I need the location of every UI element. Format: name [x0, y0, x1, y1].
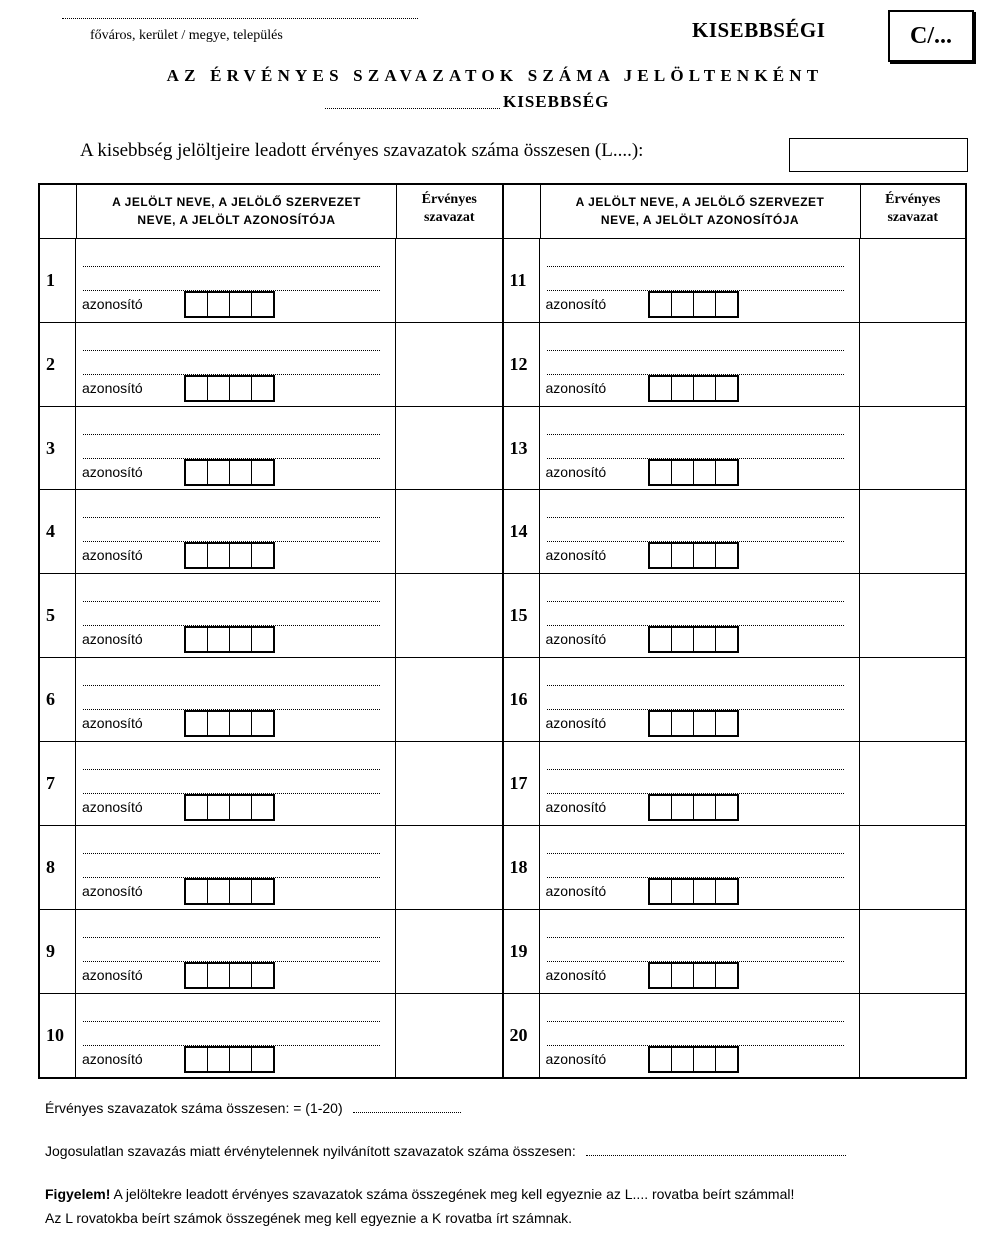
warning-line-1 — [45, 1186, 794, 1202]
id-digit-boxes — [184, 1046, 275, 1073]
table-row — [40, 407, 502, 491]
id-label: azonosító — [82, 883, 143, 900]
id-label: azonosító — [82, 799, 143, 816]
id-digit-box[interactable] — [208, 1048, 230, 1071]
id-digit-box[interactable] — [186, 712, 208, 735]
valid-votes-input[interactable] — [396, 742, 502, 825]
id-digit-box[interactable] — [230, 964, 252, 987]
candidate-table-right — [502, 185, 966, 1077]
row-number: 19 — [504, 910, 540, 993]
id-digit-boxes — [184, 459, 275, 486]
valid-votes-input[interactable] — [396, 490, 502, 573]
id-digit-boxes — [648, 962, 739, 989]
table-row — [504, 574, 966, 658]
id-digit-box[interactable] — [208, 712, 230, 735]
minority-fill-line[interactable] — [325, 108, 500, 109]
id-digit-box[interactable] — [694, 796, 716, 819]
header-name-cell — [541, 185, 861, 238]
candidate-name-fill[interactable] — [83, 1021, 380, 1022]
id-digit-box[interactable] — [186, 544, 208, 567]
id-digit-box[interactable] — [230, 880, 252, 903]
id-digit-box[interactable] — [716, 377, 737, 400]
id-digit-box[interactable] — [252, 377, 273, 400]
id-digit-box[interactable] — [186, 377, 208, 400]
id-digit-box[interactable] — [716, 712, 737, 735]
id-digit-box[interactable] — [716, 796, 737, 819]
id-digit-box[interactable] — [650, 964, 672, 987]
candidate-name-fill[interactable] — [83, 853, 380, 854]
table-header-row — [504, 185, 966, 239]
table-row — [40, 574, 502, 658]
id-digit-box[interactable] — [672, 461, 694, 484]
id-digit-boxes — [184, 710, 275, 737]
id-label: azonosító — [545, 967, 607, 984]
candidate-name-fill[interactable] — [547, 266, 844, 267]
id-digit-boxes — [648, 291, 739, 318]
id-digit-box[interactable] — [186, 1048, 208, 1071]
table-row — [40, 239, 502, 323]
table-row — [40, 323, 502, 407]
id-digit-boxes — [184, 962, 275, 989]
table-row — [504, 994, 966, 1077]
row-number: 14 — [504, 490, 540, 573]
id-digit-box[interactable] — [694, 1048, 716, 1071]
id-digit-box[interactable] — [650, 628, 672, 651]
valid-votes-input[interactable] — [860, 323, 966, 406]
candidate-name-fill[interactable] — [547, 937, 844, 938]
table-row — [40, 490, 502, 574]
invalid-total-line — [45, 1143, 846, 1159]
candidate-name-cell — [540, 239, 860, 322]
id-digit-boxes — [184, 626, 275, 653]
id-digit-box[interactable] — [694, 293, 716, 316]
id-digit-box[interactable] — [650, 293, 672, 316]
candidate-name-fill[interactable] — [547, 853, 844, 854]
id-digit-box[interactable] — [694, 712, 716, 735]
candidate-name-cell — [76, 490, 396, 573]
row-number: 4 — [40, 490, 76, 573]
minority-label: KISEBBSÉG — [503, 92, 610, 111]
id-label: azonosító — [82, 631, 143, 648]
id-digit-box[interactable] — [252, 461, 273, 484]
id-digit-box[interactable] — [650, 1048, 672, 1071]
candidate-name-cell — [540, 323, 860, 406]
id-digit-box[interactable] — [650, 796, 672, 819]
valid-votes-input[interactable] — [860, 994, 966, 1077]
total-votes-label: A kisebbség jelöltjeire leadott érvényes szavazatok száma összesen (L....): — [80, 140, 644, 161]
valid-votes-input[interactable] — [396, 658, 502, 741]
id-label: azonosító — [545, 463, 607, 480]
id-digit-box[interactable] — [230, 377, 252, 400]
total-votes-input[interactable] — [789, 138, 968, 172]
id-digit-box[interactable] — [716, 1048, 737, 1071]
id-label: azonosító — [545, 1051, 607, 1067]
warning-heading: Figyelem! — [45, 1186, 111, 1202]
row-number: 12 — [504, 323, 540, 406]
row-number: 9 — [40, 910, 76, 993]
table-row — [40, 658, 502, 742]
row-number: 16 — [504, 658, 540, 741]
invalid-total-fill[interactable] — [586, 1145, 846, 1156]
id-digit-box[interactable] — [252, 544, 273, 567]
row-number: 20 — [504, 994, 540, 1077]
id-digit-box[interactable] — [252, 712, 273, 735]
id-label: azonosító — [545, 379, 607, 396]
id-digit-box[interactable] — [672, 628, 694, 651]
id-digit-box[interactable] — [650, 461, 672, 484]
id-digit-box[interactable] — [208, 880, 230, 903]
id-digit-box[interactable] — [208, 461, 230, 484]
candidate-name-fill[interactable] — [547, 350, 844, 351]
id-label: azonosító — [82, 547, 143, 564]
id-digit-boxes — [184, 878, 275, 905]
candidate-name-cell — [540, 826, 860, 909]
table-row — [504, 239, 966, 323]
id-digit-box[interactable] — [186, 880, 208, 903]
id-digit-box[interactable] — [230, 461, 252, 484]
id-digit-box[interactable] — [672, 293, 694, 316]
id-digit-boxes — [648, 878, 739, 905]
row-number: 13 — [504, 407, 540, 490]
valid-total-label: Érvényes szavazatok száma összesen: = (1-20) — [45, 1100, 343, 1116]
header-votes-line-2: szavazat — [423, 210, 475, 225]
id-label: azonosító — [82, 379, 143, 396]
table-row — [504, 323, 966, 407]
id-digit-box[interactable] — [230, 628, 252, 651]
valid-votes-input[interactable] — [396, 994, 502, 1077]
id-label: azonosító — [545, 715, 607, 732]
id-digit-box[interactable] — [694, 461, 716, 484]
candidate-name-fill[interactable] — [547, 685, 844, 686]
row-number: 5 — [40, 574, 76, 657]
table-row — [504, 826, 966, 910]
id-label: azonosító — [82, 715, 143, 732]
location-caption: főváros, kerület / megye, település — [90, 28, 283, 43]
id-digit-boxes — [648, 542, 739, 569]
valid-votes-input[interactable] — [860, 490, 966, 573]
header-votes-line-2: szavazat — [887, 210, 939, 225]
id-digit-boxes — [648, 626, 739, 653]
candidate-name-fill[interactable] — [83, 601, 380, 602]
id-digit-boxes — [648, 710, 739, 737]
id-digit-box[interactable] — [252, 1048, 273, 1071]
row-number: 17 — [504, 742, 540, 825]
valid-votes-input[interactable] — [860, 407, 966, 490]
valid-votes-input[interactable] — [860, 574, 966, 657]
id-digit-box[interactable] — [672, 796, 694, 819]
valid-votes-input[interactable] — [860, 910, 966, 993]
table-row — [504, 658, 966, 742]
header-votes-line-1: Érvényes — [421, 192, 477, 207]
id-digit-box[interactable] — [186, 293, 208, 316]
candidate-name-cell — [540, 994, 860, 1077]
id-digit-box[interactable] — [672, 964, 694, 987]
id-label: azonosító — [82, 1051, 143, 1067]
valid-votes-input[interactable] — [860, 658, 966, 741]
id-label: azonosító — [545, 631, 607, 648]
row-number: 2 — [40, 323, 76, 406]
valid-votes-input[interactable] — [396, 910, 502, 993]
id-digit-box[interactable] — [252, 796, 273, 819]
header-name-line-1: A JELÖLT NEVE, A JELÖLŐ SZERVEZET — [575, 195, 825, 209]
id-digit-box[interactable] — [208, 293, 230, 316]
id-digit-boxes — [184, 375, 275, 402]
id-digit-box[interactable] — [208, 964, 230, 987]
row-number: 11 — [504, 239, 540, 322]
form-type-label: KISEBBSÉGI — [692, 18, 826, 42]
id-digit-box[interactable] — [208, 544, 230, 567]
valid-votes-input[interactable] — [860, 826, 966, 909]
valid-votes-input[interactable] — [860, 239, 966, 322]
table-row — [504, 910, 966, 994]
id-digit-box[interactable] — [252, 964, 273, 987]
candidate-name-fill[interactable] — [83, 266, 380, 267]
candidate-name-cell — [76, 994, 396, 1077]
invalid-total-label: Jogosulatlan szavazás miatt érvénytelennek nyilvánított szavazatok száma összesen: — [45, 1143, 576, 1159]
valid-votes-input[interactable] — [396, 239, 502, 322]
id-digit-box[interactable] — [186, 628, 208, 651]
table-row — [504, 490, 966, 574]
id-digit-box[interactable] — [252, 293, 273, 316]
id-digit-boxes — [184, 291, 275, 318]
id-digit-box[interactable] — [230, 544, 252, 567]
id-digit-box[interactable] — [186, 964, 208, 987]
row-number: 6 — [40, 658, 76, 741]
id-digit-box[interactable] — [716, 880, 737, 903]
candidate-name-fill[interactable] — [547, 1021, 844, 1022]
valid-votes-input[interactable] — [396, 826, 502, 909]
id-label: azonosító — [545, 547, 607, 564]
candidate-name-cell — [540, 658, 860, 741]
id-digit-box[interactable] — [694, 377, 716, 400]
candidate-name-cell — [540, 407, 860, 490]
header-name-cell — [77, 185, 397, 238]
id-digit-box[interactable] — [230, 796, 252, 819]
id-digit-box[interactable] — [716, 964, 737, 987]
table-row — [40, 994, 502, 1077]
id-digit-box[interactable] — [208, 628, 230, 651]
candidate-name-fill[interactable] — [83, 685, 380, 686]
id-digit-box[interactable] — [694, 628, 716, 651]
header-votes-cell — [397, 185, 502, 238]
row-number: 18 — [504, 826, 540, 909]
id-digit-box[interactable] — [650, 880, 672, 903]
id-digit-box[interactable] — [650, 712, 672, 735]
id-digit-box[interactable] — [252, 628, 273, 651]
location-fill-line[interactable] — [62, 18, 418, 19]
id-digit-box[interactable] — [650, 377, 672, 400]
header-votes-line-1: Érvényes — [885, 192, 941, 207]
id-digit-boxes — [648, 459, 739, 486]
candidate-name-fill[interactable] — [547, 517, 844, 518]
candidate-name-fill[interactable] — [83, 937, 380, 938]
table-row — [40, 826, 502, 910]
candidate-name-cell — [76, 826, 396, 909]
id-digit-box[interactable] — [208, 796, 230, 819]
form-code-box: C/... — [888, 10, 974, 62]
candidate-table — [38, 183, 967, 1079]
candidate-name-cell — [76, 239, 396, 322]
id-digit-boxes — [184, 542, 275, 569]
header-name-line-1: A JELÖLT NEVE, A JELÖLŐ SZERVEZET — [112, 195, 361, 209]
valid-votes-input[interactable] — [396, 407, 502, 490]
id-digit-boxes — [648, 1046, 739, 1073]
id-digit-boxes — [184, 794, 275, 821]
header-name-line-2: NEVE, A JELÖLT AZONOSÍTÓJA — [137, 213, 336, 227]
candidate-name-cell — [540, 910, 860, 993]
candidate-name-cell — [76, 742, 396, 825]
id-digit-box[interactable] — [230, 293, 252, 316]
row-number: 8 — [40, 826, 76, 909]
candidate-name-cell — [76, 574, 396, 657]
candidate-name-fill[interactable] — [83, 350, 380, 351]
row-number: 1 — [40, 239, 76, 322]
candidate-table-left — [40, 185, 502, 1077]
id-digit-box[interactable] — [186, 796, 208, 819]
candidate-name-cell — [76, 910, 396, 993]
candidate-name-fill[interactable] — [547, 601, 844, 602]
candidate-name-cell — [76, 658, 396, 741]
table-row — [40, 742, 502, 826]
candidate-name-cell — [76, 323, 396, 406]
header-number-cell — [504, 185, 541, 238]
row-number: 3 — [40, 407, 76, 490]
candidate-name-cell — [76, 407, 396, 490]
id-digit-box[interactable] — [694, 880, 716, 903]
candidate-name-cell — [540, 742, 860, 825]
id-label: azonosító — [82, 295, 143, 312]
valid-total-line — [45, 1100, 461, 1116]
table-row — [504, 407, 966, 491]
candidate-name-cell — [540, 490, 860, 573]
id-digit-box[interactable] — [672, 377, 694, 400]
header-number-cell — [40, 185, 77, 238]
candidate-name-fill[interactable] — [547, 769, 844, 770]
id-digit-box[interactable] — [672, 712, 694, 735]
candidate-name-fill[interactable] — [547, 434, 844, 435]
id-label: azonosító — [82, 967, 143, 984]
candidate-name-cell — [540, 574, 860, 657]
header-votes-cell — [861, 185, 966, 238]
id-digit-box[interactable] — [672, 1048, 694, 1071]
id-digit-box[interactable] — [716, 293, 737, 316]
page-title: AZ ÉRVÉNYES SZAVAZATOK SZÁMA JELÖLTENKÉNT — [166, 66, 824, 85]
warning-line-2: Az L rovatokba beírt számok összegének meg kell egyeznie a K rovatba írt számnak. — [45, 1210, 573, 1226]
id-label: azonosító — [545, 295, 607, 312]
table-header-row — [40, 185, 502, 239]
valid-votes-input[interactable] — [396, 574, 502, 657]
header-name-line-2: NEVE, A JELÖLT AZONOSÍTÓJA — [600, 213, 800, 227]
id-digit-box[interactable] — [694, 964, 716, 987]
id-digit-box[interactable] — [716, 544, 737, 567]
id-digit-box[interactable] — [716, 461, 737, 484]
id-label: azonosító — [545, 799, 607, 816]
id-digit-box[interactable] — [186, 461, 208, 484]
warning-text: A jelöltekre leadott érvényes szavazatok száma összegének meg kell egyeznie az L.... rovatba beírt számmal! — [110, 1186, 795, 1202]
candidate-name-fill[interactable] — [83, 517, 380, 518]
row-number: 10 — [40, 994, 76, 1077]
candidate-name-fill[interactable] — [83, 434, 380, 435]
id-digit-box[interactable] — [672, 880, 694, 903]
id-digit-boxes — [648, 794, 739, 821]
table-row — [504, 742, 966, 826]
id-digit-boxes — [648, 375, 739, 402]
row-number: 7 — [40, 742, 76, 825]
id-digit-box[interactable] — [672, 544, 694, 567]
id-digit-box[interactable] — [650, 544, 672, 567]
valid-votes-input[interactable] — [396, 323, 502, 406]
valid-votes-input[interactable] — [860, 742, 966, 825]
id-digit-box[interactable] — [208, 377, 230, 400]
id-digit-box[interactable] — [230, 712, 252, 735]
table-row — [40, 910, 502, 994]
id-digit-box[interactable] — [230, 1048, 252, 1071]
id-digit-box[interactable] — [716, 628, 737, 651]
id-label: azonosító — [545, 883, 607, 900]
candidate-name-fill[interactable] — [83, 769, 380, 770]
id-label: azonosító — [82, 463, 143, 480]
valid-total-fill[interactable] — [353, 1102, 461, 1113]
row-number: 15 — [504, 574, 540, 657]
id-digit-box[interactable] — [694, 544, 716, 567]
id-digit-box[interactable] — [252, 880, 273, 903]
